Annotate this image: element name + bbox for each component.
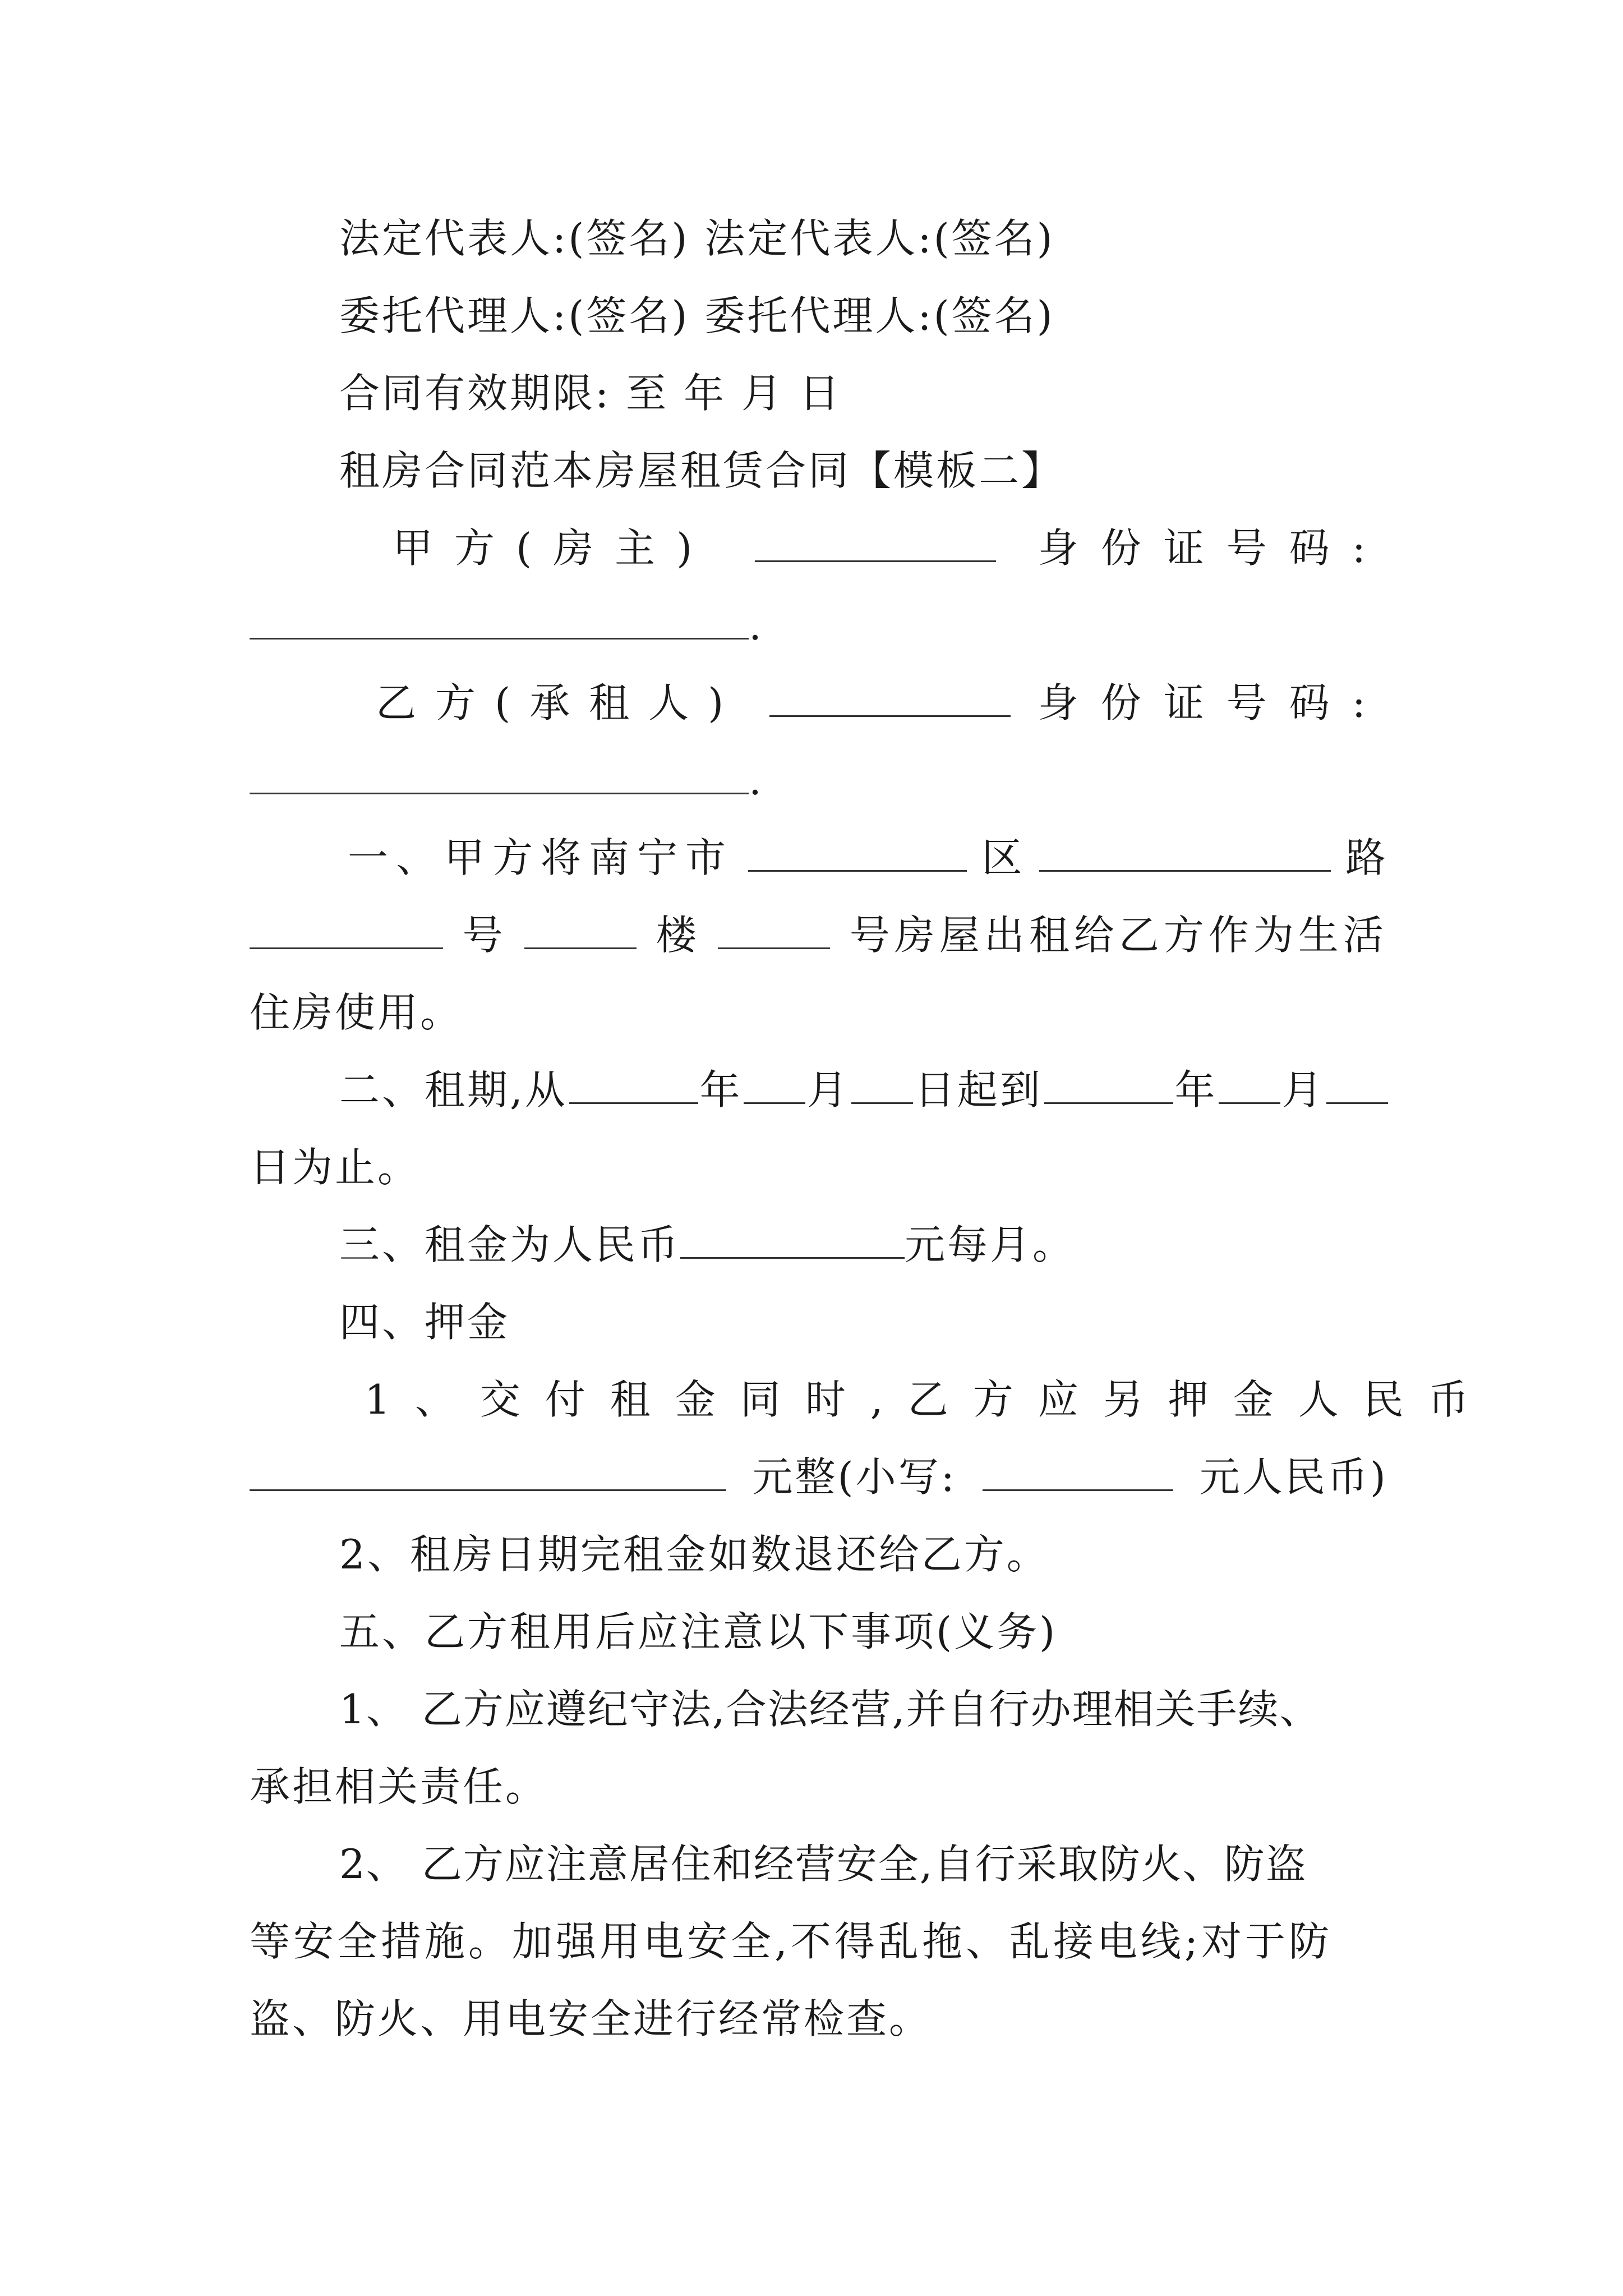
district-blank bbox=[748, 835, 967, 872]
party-b-name-blank bbox=[769, 680, 1011, 717]
clause-1-part-5: 楼 bbox=[656, 912, 699, 959]
party-a-id-line bbox=[250, 597, 1388, 654]
party-a-line bbox=[393, 520, 1388, 576]
party-b-id-end: . bbox=[749, 757, 764, 804]
contract-validity-line: 合同有效期限: 至 年 月 日 bbox=[339, 370, 842, 417]
party-a-name-blank bbox=[755, 526, 996, 562]
clause-2-line-1 bbox=[339, 1062, 1388, 1118]
clause-1-line-2 bbox=[250, 907, 1388, 963]
clause-1-part-1: 一、甲方将南宁市 bbox=[348, 834, 734, 881]
building-blank bbox=[524, 913, 637, 949]
clause-2-part-6: 月 bbox=[1282, 1066, 1325, 1114]
clause-2-part-4: 日起到 bbox=[914, 1066, 1043, 1114]
clause-5-item-2-line-3: 盗、防火、用电安全进行经常检查。 bbox=[250, 1995, 932, 2042]
template-heading: 租房合同范本房屋租赁合同【模板二】 bbox=[339, 447, 1064, 494]
end-year-blank bbox=[1044, 1068, 1173, 1104]
party-a-label: 甲方(房主) bbox=[393, 524, 714, 572]
clause-1-part-4: 号 bbox=[462, 912, 505, 959]
room-blank bbox=[718, 913, 830, 949]
clause-5-item-2-line-2: 等安全措施。加强用电安全,不得乱拖、乱接电线;对于防 bbox=[250, 1918, 1333, 1965]
clause-2-part-2: 年 bbox=[699, 1066, 743, 1114]
clause-1-line-3: 住房使用。 bbox=[250, 989, 463, 1036]
party-b-label: 乙方(承租人) bbox=[376, 679, 743, 726]
clause-4-item-1-line-2 bbox=[250, 1449, 1388, 1505]
road-blank bbox=[1039, 835, 1331, 872]
clause-2-part-1: 二、租期,从 bbox=[339, 1066, 568, 1114]
clause-2-part-3: 月 bbox=[807, 1066, 850, 1114]
clause-4-item-1-part-2: 元整(小写: bbox=[752, 1453, 957, 1501]
clause-3-part-1: 三、租金为人民币 bbox=[339, 1221, 681, 1268]
party-b-id-label: 身份证号码: bbox=[1038, 679, 1388, 726]
legal-rep-signature-line: 法定代表人:(签名) 法定代表人:(签名) bbox=[339, 215, 1055, 262]
party-a-id-end: . bbox=[749, 602, 764, 649]
start-day-blank bbox=[851, 1068, 913, 1104]
clause-4-item-1-line-1: 1、交付租金同时,乙方应另押金人民币 bbox=[365, 1376, 1493, 1423]
party-b-line bbox=[376, 675, 1388, 731]
clause-1-part-3: 路 bbox=[1345, 834, 1388, 881]
clause-5-item-2-line-1: 2、 乙方应注意居住和经营安全,自行采取防火、防盗 bbox=[339, 1841, 1307, 1888]
clause-2-part-5: 年 bbox=[1174, 1066, 1218, 1114]
monthly-rent-blank bbox=[680, 1222, 905, 1259]
agent-signature-line: 委托代理人:(签名) 委托代理人:(签名) bbox=[339, 292, 1055, 339]
deposit-figure-blank bbox=[983, 1455, 1173, 1491]
end-day-blank bbox=[1326, 1068, 1388, 1104]
start-month-blank bbox=[744, 1068, 805, 1104]
deposit-amount-blank bbox=[250, 1455, 726, 1491]
party-a-id-label: 身份证号码: bbox=[1038, 524, 1388, 572]
number-blank bbox=[250, 913, 443, 949]
clause-3-part-2: 元每月。 bbox=[905, 1221, 1076, 1268]
clause-1-part-6: 号房屋出租给乙方作为生活 bbox=[849, 912, 1388, 959]
clause-5-item-1-line-1: 1、 乙方应遵纪守法,合法经营,并自行办理相关手续、 bbox=[339, 1686, 1321, 1733]
clause-1-part-2: 区 bbox=[981, 834, 1025, 881]
clause-4-title: 四、押金 bbox=[339, 1299, 510, 1346]
clause-1-line-1 bbox=[348, 830, 1388, 886]
clause-2-line-2: 日为止。 bbox=[250, 1144, 421, 1191]
clause-4-item-2: 2、租房日期完租金如数退还给乙方。 bbox=[339, 1531, 1049, 1578]
party-b-id-blank bbox=[250, 758, 749, 794]
clause-3-line bbox=[339, 1217, 1388, 1273]
clause-4-item-1-part-3: 元人民币) bbox=[1199, 1453, 1388, 1501]
clause-5-item-1-line-2: 承担相关责任。 bbox=[250, 1763, 548, 1810]
party-a-id-blank bbox=[250, 603, 749, 639]
party-b-id-line bbox=[250, 752, 1388, 808]
start-year-blank bbox=[569, 1068, 698, 1104]
clause-5-title: 五、乙方租用后应注意以下事项(义务) bbox=[339, 1608, 1058, 1655]
end-month-blank bbox=[1219, 1068, 1280, 1104]
